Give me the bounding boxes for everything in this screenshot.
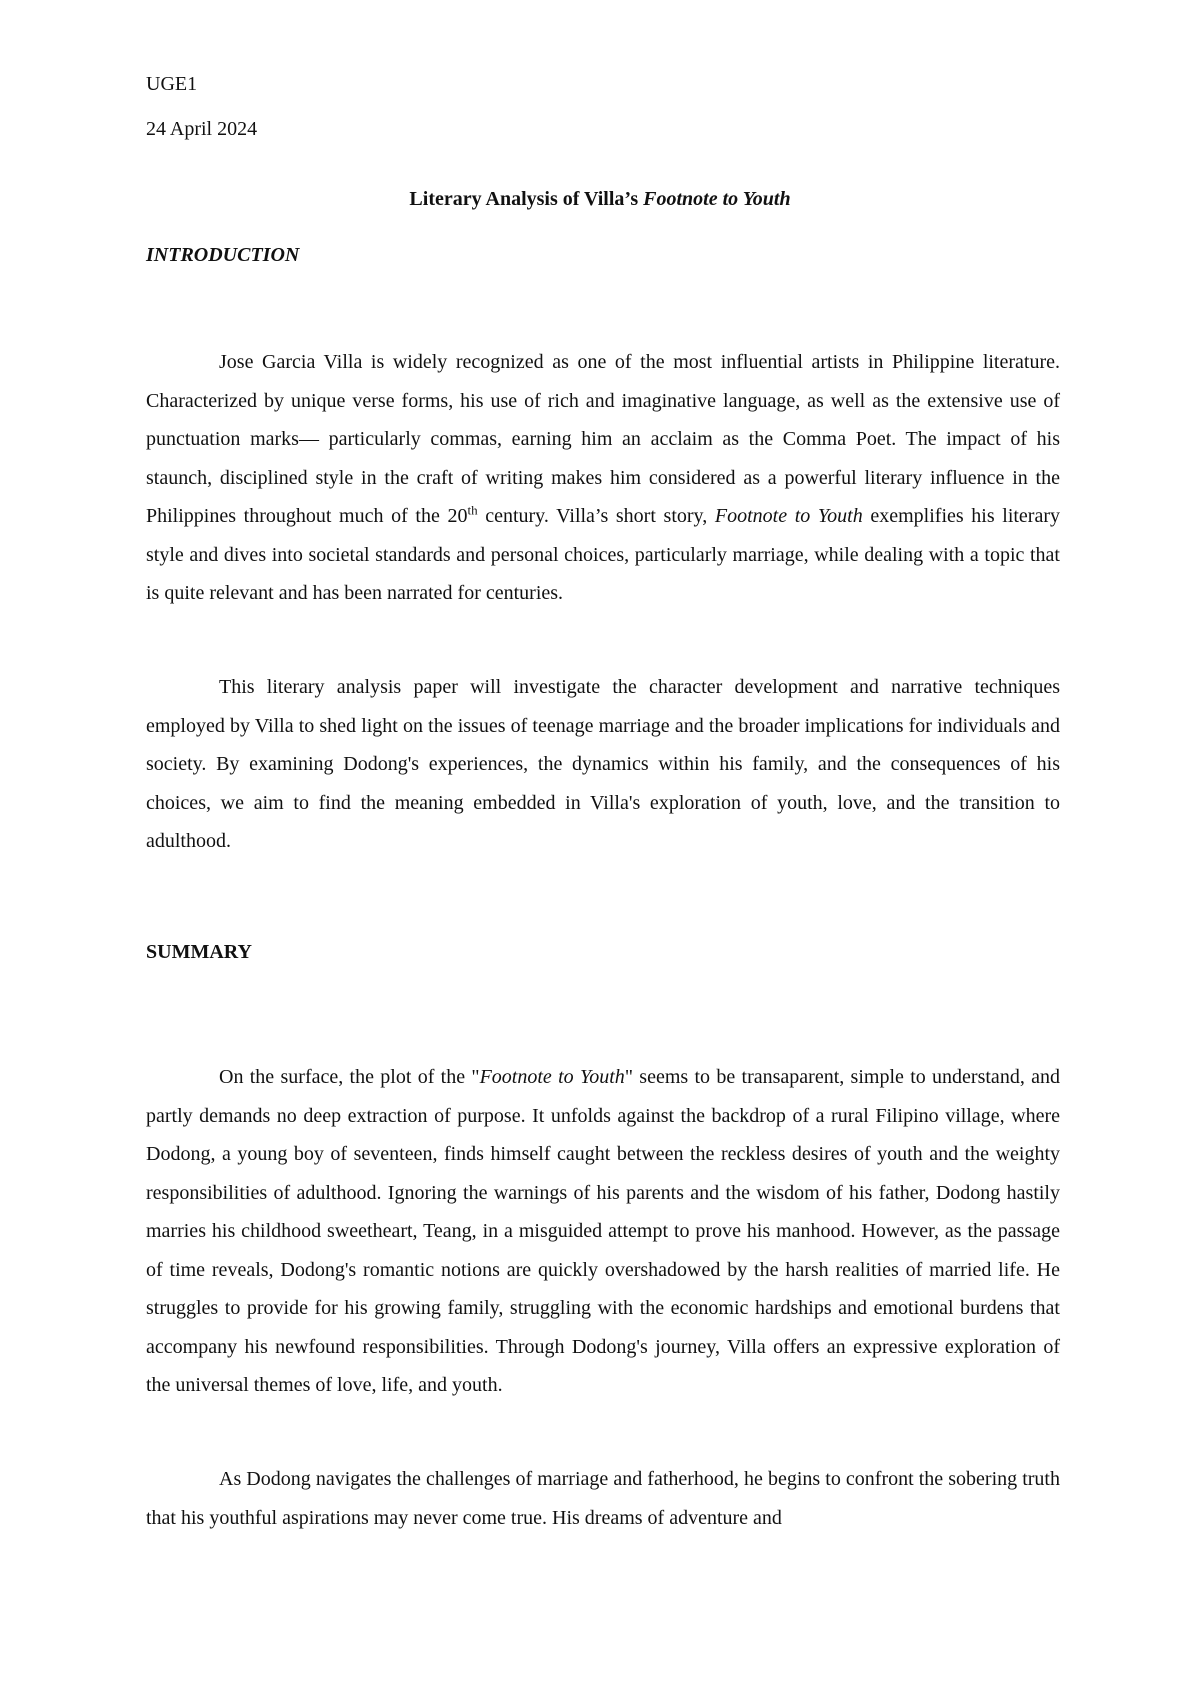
introduction-paragraph-2: This literary analysis paper will investigate the character development and narrative techniques employed by Villa to shed light on the issues of teenage marriage and the broader implications for individuals and society. By examining Dodong's experiences, the dynamics within his family, and the consequences of his choices, we aim to find the meaning embedded in Villa's exploration of youth, love, and the transition to adulthood. bbox=[146, 676, 1060, 852]
summary-heading: SUMMARY bbox=[146, 941, 252, 963]
summary-p1-text-2: " seems to be transaparent, simple to understand, and partly demands no deep extraction of purpose. It unfolds against the backdrop of a rural Filipino village, where Dodong, a young boy of seventeen, finds himself caught between the reckless desires of youth and the weighty responsibilities of adulthood. Ignoring the warnings of his parents and the wisdom of his father, Dodong hastily marries his childhood sweetheart, Teang, in a misguided attempt to prove his manhood. However, as the passage of time reveals, Dodong's romantic notions are quickly overshadowed by the harsh realities of married life. He struggles to provide for his growing family, struggling with the economic hardships and emotional burdens that accompany his newfound responsibilities. Through Dodong's journey, Villa offers an expressive exploration of the universal themes of love, life, and youth. bbox=[146, 1066, 1060, 1396]
intro-p1-superscript: th bbox=[467, 502, 478, 518]
title-prefix: Literary Analysis of Villa’s bbox=[409, 188, 644, 210]
intro-p1-text: Jose Garcia Villa is widely recognized as one of the most influential artists in Philippine literature. Characterized by unique verse forms, his use of rich and imaginative language, as well as the extensive use of punctuation marks— particularly commas, earning him an acclaim as the Comma Poet. The impact of his staunch, disciplined style in the craft of writing makes him considered as a powerful literary influence in the Philippines throughout much of the 20 bbox=[146, 351, 1060, 527]
summary-p1-work-title: Footnote to Youth bbox=[479, 1066, 625, 1088]
document-date: 24 April 2024 bbox=[146, 118, 258, 140]
intro-p1-work-title: Footnote to Youth bbox=[714, 505, 863, 527]
title-work: Footnote to Youth bbox=[643, 188, 791, 210]
introduction-heading: INTRODUCTION bbox=[146, 244, 300, 266]
document-title bbox=[0, 187, 1200, 211]
introduction-paragraph-1 bbox=[146, 343, 1060, 613]
summary-paragraph-2: As Dodong navigates the challenges of marriage and fatherhood, he begins to confront the sobering truth that his youthful aspirations may never come true. His dreams of adventure and bbox=[146, 1468, 1060, 1529]
summary-p1-text: On the surface, the plot of the " bbox=[219, 1066, 480, 1088]
intro-p1-text-2: century. Villa’s short story, bbox=[477, 505, 715, 527]
intro-p1-text-3: exemplifies his literary style and dives into societal standards and personal choices, particularly marriage, while dealing with a topic that is quite relevant and has been narrated for centuries. bbox=[146, 505, 1061, 604]
course-code: UGE1 bbox=[146, 73, 198, 95]
summary-paragraph-1 bbox=[146, 1058, 1060, 1405]
